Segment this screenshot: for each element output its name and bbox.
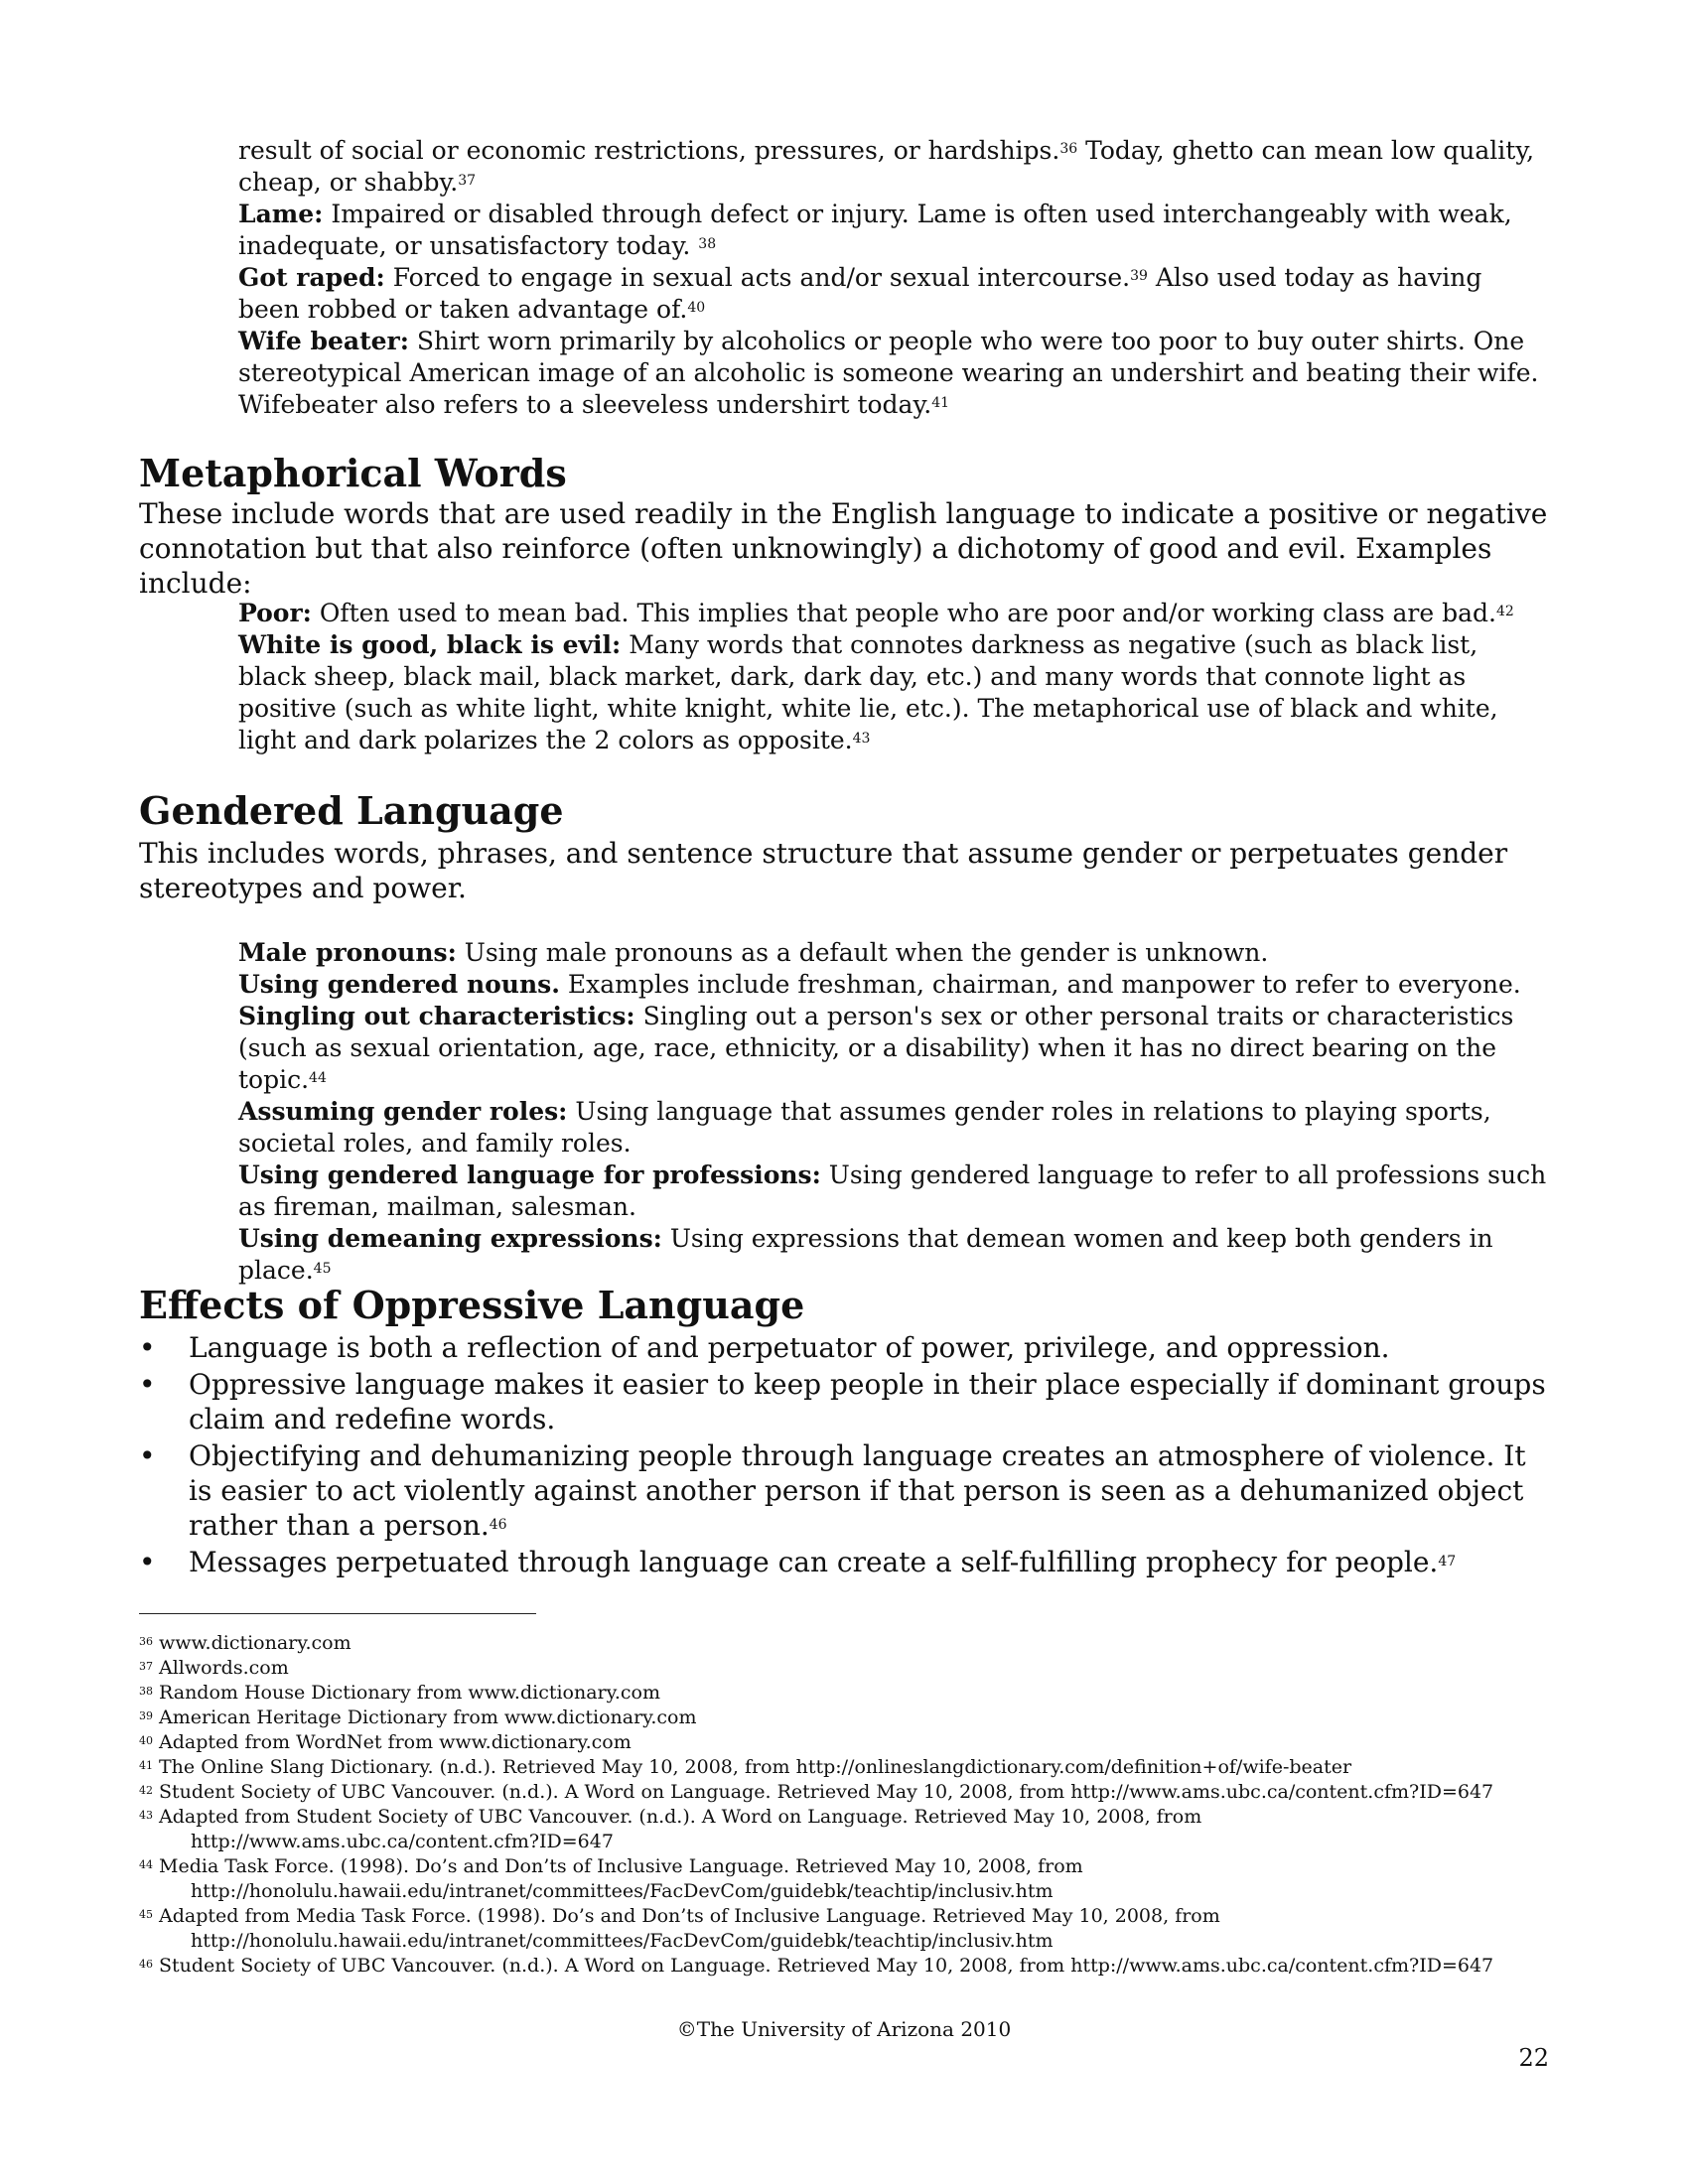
footnote-separator [139,1613,536,1614]
definition-term: Using demeaning expressions: [238,1224,662,1253]
definition-text: Examples include freshman, chairman, and manpower to refer to everyone. [559,970,1521,999]
footnote-text: American Heritage Dictionary from www.dictionary.com [159,1706,697,1728]
footnote: $^{39}$ American Heritage Dictionary from www.dictionary.com [139,1706,697,1728]
definition-entry [238,629,1549,756]
bullet-item [139,1367,1549,1436]
footnote: $^{45}$ Adapted from Media Task Force. (1998). Do’s and Don’ts of Inclusive Language. Retrieved May 10, 2008, from http://honolulu.hawaii.edu/intranet/committees/FacDevCom/guidebk/teachtip/inclusiv.htm [139,1904,1569,1954]
footnote: $^{38}$ Random House Dictionary from www.dictionary.com [139,1682,660,1704]
bullet-marker: • [139,1331,156,1364]
definition-text: result of social or economic restrictions, pressures, or hardships. [238,136,1060,165]
footnote-ref: 45 [313,1261,332,1277]
metaphorical-definitions [238,598,1549,756]
definition-term: White is good, black is evil: [238,630,622,659]
definition-text: Also used today as having been robbed or taken advantage of. [238,263,1482,324]
bullet-text: Messages perpetuated through language can create a self-fulfilling prophecy for people. [189,1546,1439,1578]
effects-bullet-list [139,1330,1549,1581]
footnotes [139,1631,1569,1979]
definition-term: Got raped: [238,263,385,292]
definition-term: Poor: [238,599,312,627]
footnote-ref: 40 [687,300,706,316]
footnote-text: www.dictionary.com [159,1632,352,1654]
definition-entry [238,969,1549,1001]
section-title-effects: Effects of Oppressive Language [139,1283,805,1327]
definition-entry [238,326,1549,421]
footnote-ref: 42 [1495,604,1514,619]
footnote: $^{46}$ Student Society of UBC Vancouver. (n.d.). A Word on Language. Retrieved May 10, 2008, from http://www.ams.ubc.ca/content.cfm?ID=647 [139,1955,1494,1977]
definition-text: Often used to mean bad. This implies that people who are poor and/or working class are bad. [311,599,1496,627]
definition-term: Assuming gender roles: [238,1097,568,1126]
definition-text: Forced to engage in sexual acts and/or sexual intercourse. [384,263,1131,292]
definition-term: Using gendered nouns. [238,970,560,999]
footnote: $^{44}$ Media Task Force. (1998). Do’s and Don’ts of Inclusive Language. Retrieved May 10, 2008, from http://honolulu.hawaii.edu/intranet/committees/FacDevCom/guidebk/teachtip/inclusiv.htm [139,1854,1569,1904]
footnote-text: Adapted from Student Society of UBC Vancouver. (n.d.). A Word on Language. Retrieved May 10, 2008, from [159,1806,1202,1828]
copyright-footer: ©The University of Arizona 2010 [676,2017,1012,2041]
footnote-ref: 44 [309,1070,327,1086]
footnote-text: Media Task Force. (1998). Do’s and Don’ts of Inclusive Language. Retrieved May 10, 2008, from [159,1855,1083,1877]
definition-entry [238,1223,1549,1287]
footnote-ref: 41 [931,395,950,411]
footnote-text: The Online Slang Dictionary. (n.d.). Retrieved May 10, 2008, from http://onlineslangdictionary.com/definition+of/wife-beater [159,1756,1352,1778]
definition-entry [238,1001,1549,1096]
definition-entry [238,937,1549,969]
definition-term: Wife beater: [238,327,409,355]
definition-entry [238,199,1549,262]
section-title-metaphorical: Metaphorical Words [139,451,567,495]
section-intro-metaphorical: These include words that are used readily in the English language to indicate a positive or negative connotation but that also reinforce (often unknowingly) a dichotomy of good and evil. Examples include: [139,497,1548,600]
definition-text: Many words that connotes darkness as negative (such as black list, black sheep, black mail, black market, dark, dark day, etc.) and many words that connote light as positive (such as white light, white knight, white lie, etc.). The metaphorical use of black and white, light and dark polarizes the 2 colors as opposite. [238,630,1498,754]
definition-entry [238,1160,1549,1223]
definition-text: Using gendered language to refer to all professions such as fireman, mailman, salesman. [238,1160,1547,1221]
bullet-item [139,1330,1549,1365]
definition-term: Male pronouns: [238,938,457,967]
definition-term: Singling out characteristics: [238,1002,635,1030]
bullet-text: Language is both a reflection of and perpetuator of power, privilege, and oppression. [189,1331,1390,1364]
footnote-continuation: http://honolulu.hawaii.edu/intranet/committees/FacDevCom/guidebk/teachtip/inclusiv.htm [191,1930,1054,1952]
bullet-text: Oppressive language makes it easier to keep people in their place especially if dominant groups claim and redefine words. [189,1368,1546,1435]
footnote-ref: 43 [852,731,871,747]
footnote-text: Student Society of UBC Vancouver. (n.d.). A Word on Language. Retrieved May 10, 2008, from http://www.ams.ubc.ca/content.cfm?ID=647 [159,1955,1494,1977]
bullet-item [139,1545,1549,1579]
definition-text: Shirt worn primarily by alcoholics or people who were too poor to buy outer shirts. One stereotypical American image of an alcoholic is someone wearing an undershirt and beating their wife. Wifebeater also refers to a sleeveless undershirt today. [238,327,1539,419]
footnote-text: Allwords.com [159,1657,289,1679]
bullet-item [139,1438,1549,1543]
definition-entry [238,262,1549,326]
footnote: $^{41}$ The Online Slang Dictionary. (n.d.). Retrieved May 10, 2008, from http://onlineslangdictionary.com/definition+of/wife-beater [139,1756,1352,1778]
definition-term: Using gendered language for professions: [238,1160,821,1189]
bullet-marker: • [139,1368,156,1401]
footnote-text: Student Society of UBC Vancouver. (n.d.). A Word on Language. Retrieved May 10, 2008, from http://www.ams.ubc.ca/content.cfm?ID=647 [159,1781,1494,1803]
definition-text: Using language that assumes gender roles in relations to playing sports, societal roles, and family roles. [238,1097,1491,1158]
section-title-gendered: Gendered Language [139,788,564,833]
footnote: $^{37}$ Allwords.com [139,1657,289,1679]
definition-text: Impaired or disabled through defect or injury. Lame is often used interchangeably with weak, inadequate, or unsatisfactory today. [238,200,1512,260]
footnote-ref: 39 [1130,268,1148,284]
definition-text: Today, ghetto can mean low quality, cheap, or shabby. [238,136,1535,197]
footnote-ref: 38 [698,236,717,252]
footnote-ref: 47 [1438,1554,1457,1570]
footnote-text: Adapted from WordNet from www.dictionary.com [159,1731,632,1753]
top-definitions [238,135,1549,421]
gendered-definitions [238,937,1549,1287]
footnote-text: Adapted from Media Task Force. (1998). Do’s and Don’ts of Inclusive Language. Retrieved May 10, 2008, from [159,1905,1220,1927]
definition-text: Singling out a person's sex or other personal traits or characteristics (such as sexual orientation, age, race, ethnicity, or a disability) when it has no direct bearing on the topic. [238,1002,1514,1094]
footnote-ref: 36 [1059,141,1078,157]
page-number: 22 [1518,2044,1549,2072]
definition-term: Lame: [238,200,324,228]
footnote: $^{40}$ Adapted from WordNet from www.dictionary.com [139,1731,632,1753]
footnote-ref: 37 [458,173,477,189]
footnote-continuation: http://www.ams.ubc.ca/content.cfm?ID=647 [191,1831,614,1852]
definition-text: Using expressions that demean women and keep both genders in place. [238,1224,1493,1285]
footnote: $^{43}$ Adapted from Student Society of UBC Vancouver. (n.d.). A Word on Language. Retrieved May 10, 2008, from http://www.ams.ubc.ca/content.cfm?ID=647 [139,1805,1569,1854]
footnote-continuation: http://honolulu.hawaii.edu/intranet/committees/FacDevCom/guidebk/teachtip/inclusiv.htm [191,1880,1054,1902]
footnote-text: Random House Dictionary from www.dictionary.com [159,1682,660,1704]
bullet-text: Objectifying and dehumanizing people through language creates an atmosphere of violence. It is easier to act violently against another person if that person is seen as a dehumanized object rather than a person. [189,1439,1526,1542]
definition-entry [238,135,1549,199]
bullet-marker: • [139,1546,156,1578]
definition-entry [238,1096,1549,1160]
bullet-marker: • [139,1439,156,1472]
definition-text: Using male pronouns as a default when the gender is unknown. [456,938,1269,967]
definition-entry [238,598,1549,629]
footnote: $^{36}$ www.dictionary.com [139,1632,352,1654]
footnote: $^{42}$ Student Society of UBC Vancouver. (n.d.). A Word on Language. Retrieved May 10, 2008, from http://www.ams.ubc.ca/content.cfm?ID=647 [139,1781,1494,1803]
section-intro-gendered: This includes words, phrases, and sentence structure that assume gender or perpetuates gender stereotypes and power. [139,837,1508,904]
footnote-ref: 46 [489,1517,507,1533]
